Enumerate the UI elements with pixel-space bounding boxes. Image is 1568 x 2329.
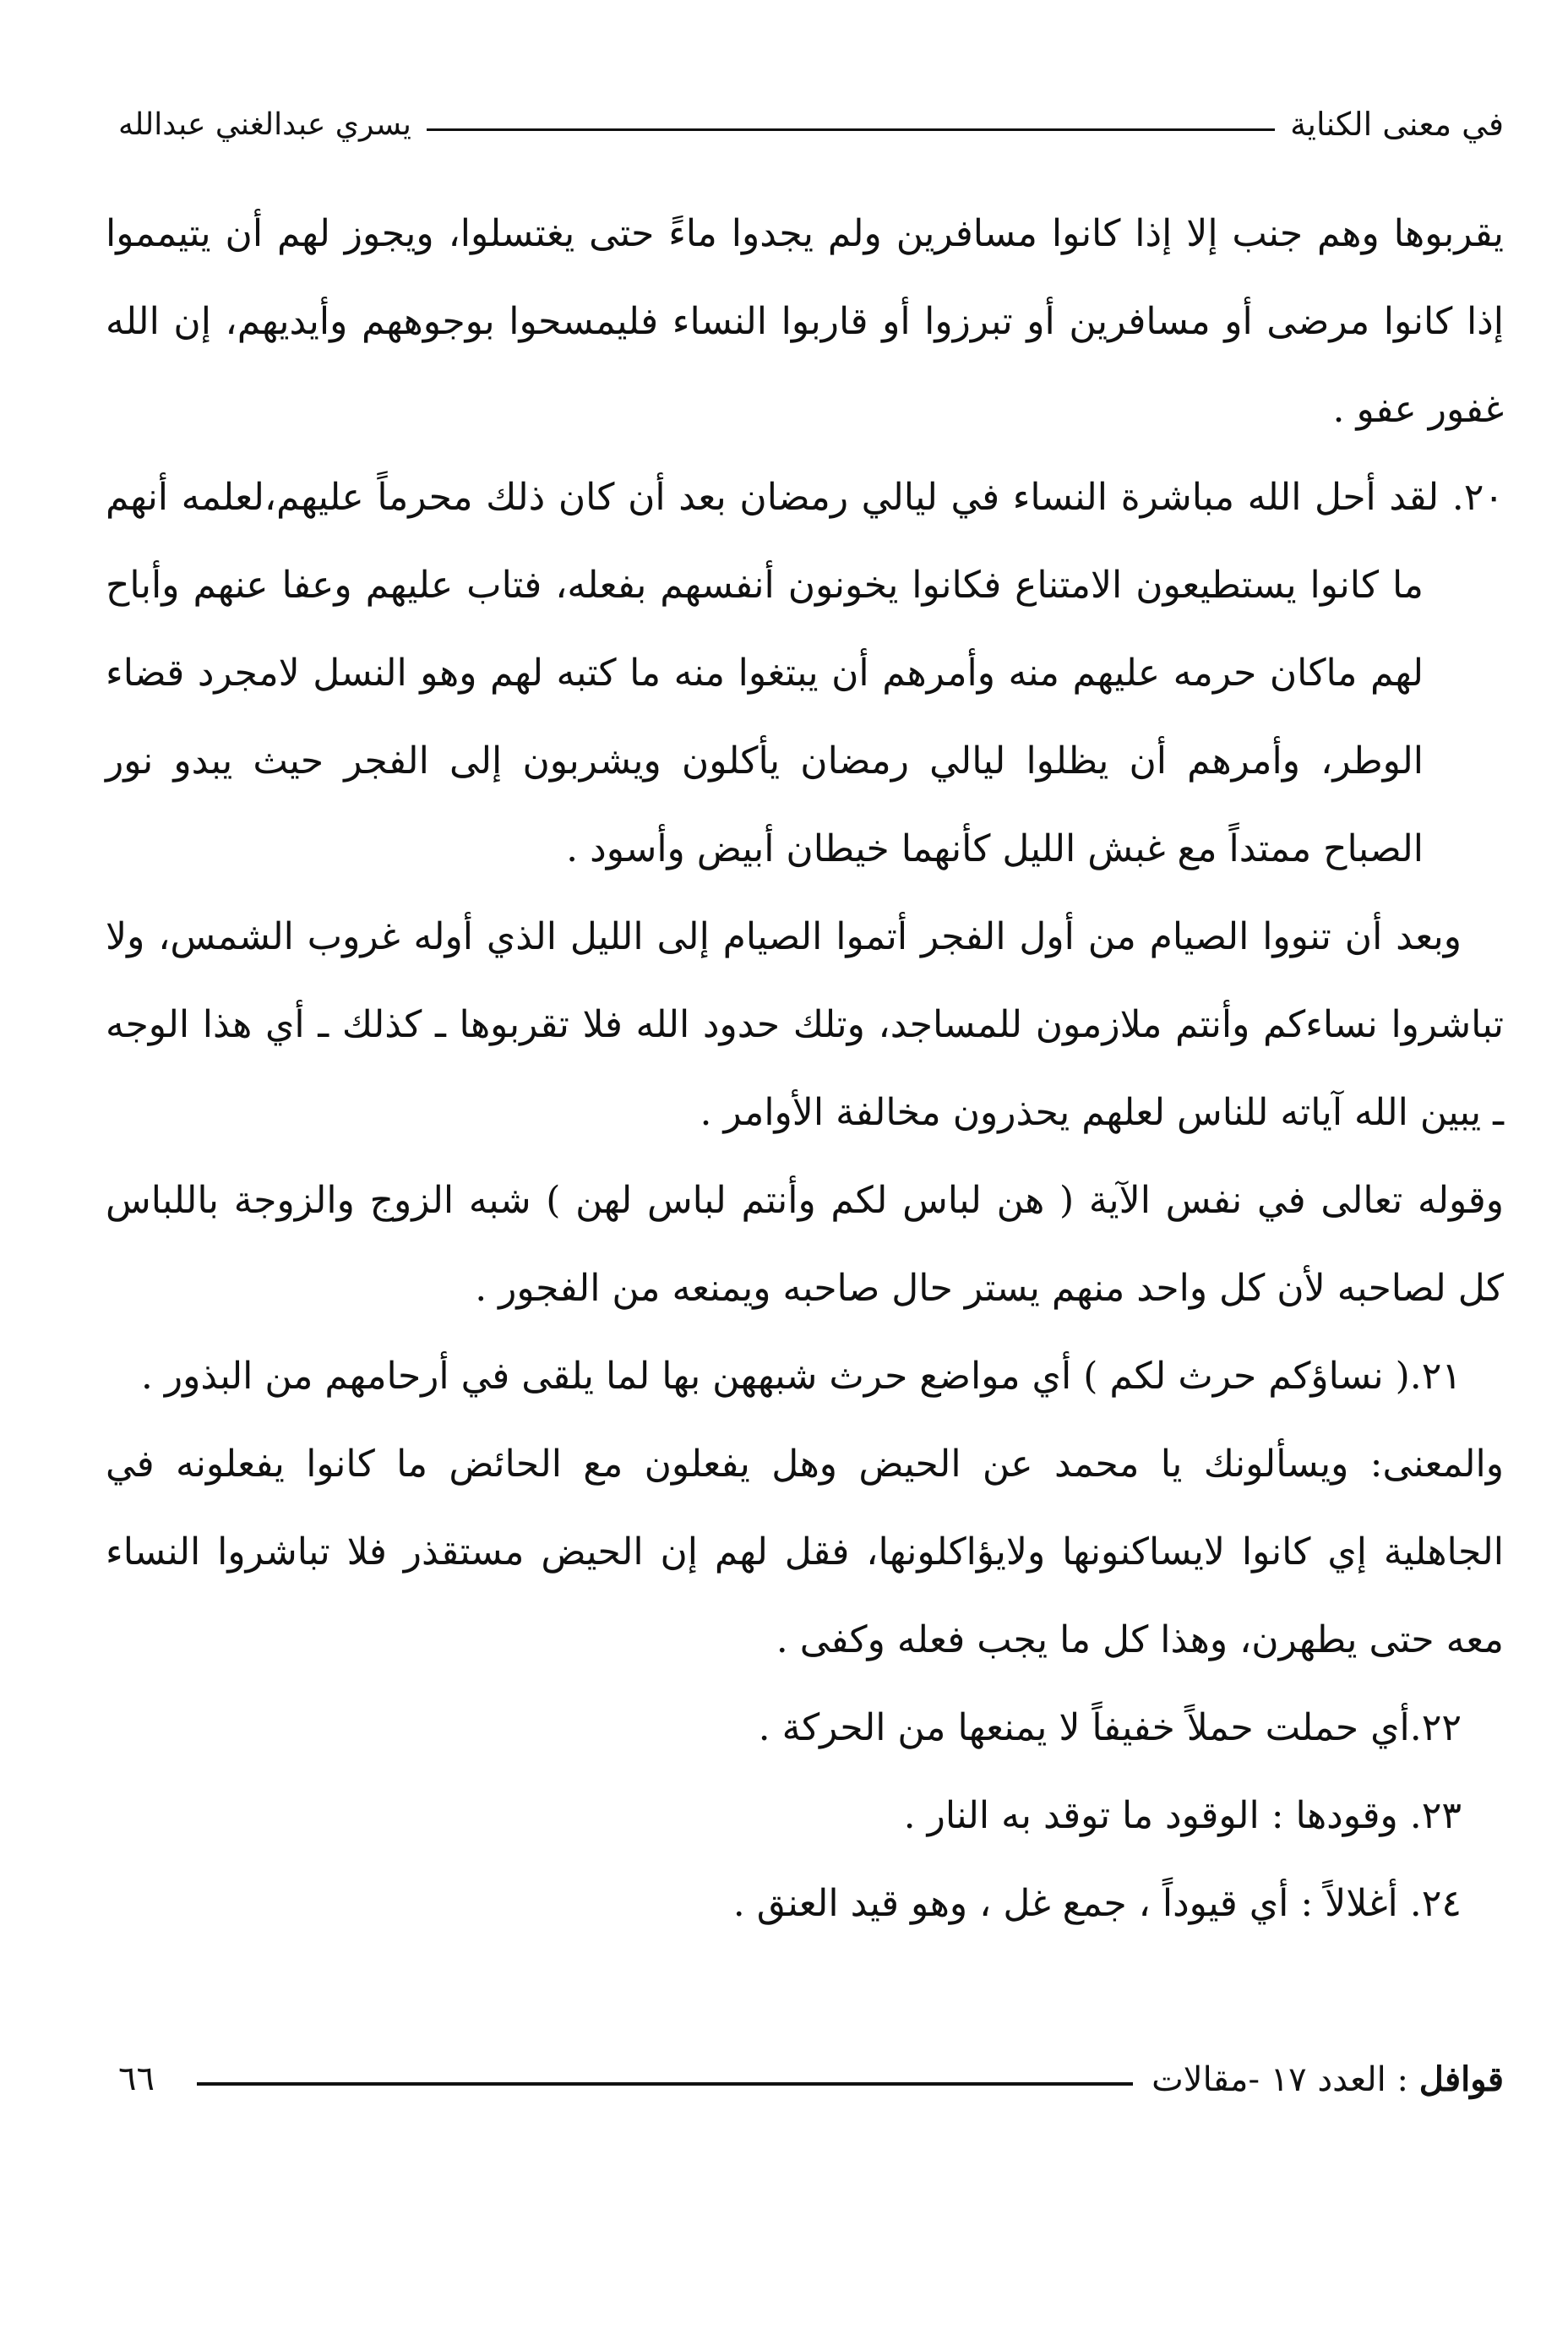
note-24: ٢٤. أغلالاً : أي قيوداً ، جمع غل ، وهو قيد العنق . [732,1882,1462,1925]
note-21: ٢١.( نساؤكم حرث لكم ) أي مواضع حرث شبههن بها لما يلقى في أرحامهم من البذور . [140,1355,1462,1398]
page-footer [118,2045,1504,2113]
issue-text: : العدد ١٧ -مقالات [1152,2059,1408,2099]
note-22: ٢٢.أي حملت حملاً خفيفاً لا يمنعها من الحركة . [758,1706,1462,1749]
article-body [106,190,1504,1948]
footer-journal [1152,2059,1504,2099]
paragraph-meaning: والمعنى: ويسألونك يا محمد عن الحيض وهل يفعلون مع الحائض ما كانوا يفعلونه في الجاهلية إي كانوا لايساكنونها ولايؤاكلونها، فقل لهم إن الحيض مستقذر فلا تباشروا النساء معه حتى يطهرن، وهذا كل ما يجب فعله وكفى . [106,1443,1504,1661]
paragraph-continuation: يقربوها وهم جنب إلا إذا كانوا مسافرين ولم يجدوا ماءً حتى يغتسلوا، ويجوز لهم أن يتيمموا إذا كانوا مرضى أو مسافرين أو تبرزوا أو قاربوا النساء فليمسحوا بوجوههم وأيديهم، إن الله غفور عفو . [106,212,1504,431]
paragraph-fasting: وبعد أن تنووا الصيام من أول الفجر أتموا الصيام إلى الليل الذي أوله غروب الشمس، ولا تباشروا نساءكم وأنتم ملازمون للمساجد، وتلك حدود الله فلا تقربوها ـ كذلك ـ أي هذا الوجه ـ يبين الله آياته للناس لعلهم يحذرون مخالفة الأوامر . [106,915,1504,1134]
header-author: يسري عبدالغني عبدالله [118,106,411,142]
header-title: في معنى الكناية [1290,106,1504,143]
paragraph-garment-verse: وقوله تعالى في نفس الآية ( هن لباس لكم وأنتم لباس لهن ) شبه الزوج والزوجة باللباس كل لصاحبه لأن كل واحد منهم يستر حال صاحبه ويمنعه من الفجور . [106,1179,1504,1310]
note-23: ٢٣. وقودها : الوقود ما توقد به النار . [903,1794,1462,1837]
journal-name: قوافل [1418,2059,1504,2099]
footer-rule [197,2082,1133,2086]
header-rule [427,128,1275,131]
page-number: ٦٦ [118,2059,155,2098]
note-20: ٢٠. لقد أحل الله مباشرة النساء في ليالي رمضان بعد أن كان ذلك محرماً عليهم،لعلمه أنهم ما كانوا يستطيعون الامتناع فكانوا يخونون أنفسهم بفعله، فتاب عليهم وعفا عنهم وأباح لهم ماكان حرمه عليهم منه وأمرهم أن يبتغوا منه ما كتبه لهم وهو النسل لامجرد قضاء الوطر، وأمرهم أن يظلوا ليالي رمضان يأكلون ويشربون إلى الفجر حيث يبدو نور الصباح ممتداً مع غبش الليل كأنهما خيطان أبيض وأسود . [106,476,1504,870]
running-header [118,95,1504,154]
